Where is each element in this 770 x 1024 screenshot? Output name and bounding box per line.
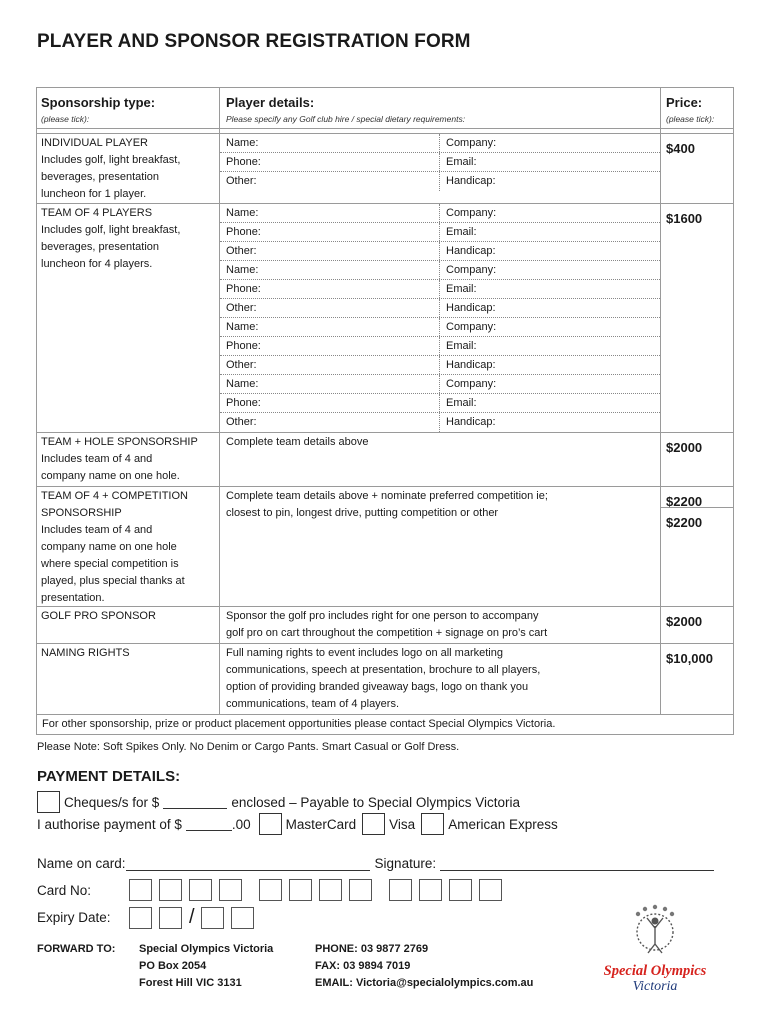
card-digit-box[interactable] bbox=[189, 879, 212, 901]
card-digit-box[interactable] bbox=[289, 879, 312, 901]
option-title: INDIVIDUAL PLAYER bbox=[41, 137, 148, 149]
price-golf-pro[interactable]: $2000 bbox=[666, 614, 703, 629]
expiry-slash: / bbox=[189, 906, 195, 928]
option-desc-line: beverages, presentation bbox=[41, 241, 160, 253]
player-field-row[interactable] bbox=[220, 134, 660, 153]
naming-details: Full naming rights to event includes logo on all marketing bbox=[226, 647, 503, 659]
name-field[interactable]: Name: bbox=[220, 261, 440, 279]
expiry-digit-box[interactable] bbox=[129, 907, 152, 929]
logo-name: Special Olympics bbox=[603, 963, 707, 979]
email-address[interactable]: EMAIL: Victoria@specialolympics.com.au bbox=[315, 977, 534, 989]
address-line: PO Box 2054 bbox=[139, 960, 207, 972]
sponsorship-type-subheader: (please tick): bbox=[41, 114, 90, 124]
handicap-field[interactable]: Handicap: bbox=[446, 175, 496, 187]
option-title: NAMING RIGHTS bbox=[41, 647, 130, 659]
name-signature-line bbox=[37, 856, 714, 871]
card-digit-box[interactable] bbox=[389, 879, 412, 901]
table-header bbox=[37, 88, 733, 129]
option-desc-line: company name on one hole bbox=[41, 541, 177, 553]
phone-field[interactable]: Phone: bbox=[220, 153, 440, 171]
dress-code-note: Please Note: Soft Spikes Only. No Denim or Cargo Pants. Smart Casual or Golf Dress. bbox=[37, 741, 460, 753]
name-field[interactable]: Name: bbox=[220, 134, 440, 152]
signature-field[interactable] bbox=[440, 857, 714, 871]
option-desc-line: Includes team of 4 and bbox=[41, 524, 153, 536]
email-field[interactable]: Email: bbox=[446, 156, 477, 168]
signature-label: Signature: bbox=[374, 856, 437, 871]
player-field-row[interactable] bbox=[220, 299, 660, 318]
email-field[interactable]: Email: bbox=[446, 340, 477, 352]
other-field[interactable]: Other: bbox=[220, 356, 440, 374]
player-field-row[interactable] bbox=[220, 413, 660, 432]
phone-field[interactable]: Phone: bbox=[220, 223, 440, 241]
price-subheader: (please tick): bbox=[666, 114, 715, 124]
option-desc-line: company name on one hole. bbox=[41, 470, 180, 482]
player-field-row[interactable] bbox=[220, 204, 660, 223]
price-hole[interactable]: $2000 bbox=[666, 440, 703, 455]
option-naming-rights[interactable] bbox=[37, 644, 733, 715]
authorise-amount-field[interactable] bbox=[186, 817, 232, 831]
option-desc-line: where special competition is bbox=[41, 558, 179, 570]
cheque-line bbox=[37, 791, 520, 813]
player-field-row[interactable] bbox=[220, 375, 660, 394]
option-desc-line: beverages, presentation bbox=[41, 171, 160, 183]
fax-number: FAX: 03 9894 7019 bbox=[315, 960, 411, 972]
card-number-group bbox=[129, 879, 249, 901]
option-desc-line: Includes golf, light breakfast, bbox=[41, 224, 181, 236]
player-field-row[interactable] bbox=[220, 172, 660, 191]
contact-details bbox=[315, 941, 533, 992]
authorise-label: I authorise payment of $ bbox=[37, 816, 182, 832]
mastercard-label: MasterCard bbox=[285, 816, 357, 832]
email-field[interactable]: Email: bbox=[446, 283, 477, 295]
card-digit-box[interactable] bbox=[449, 879, 472, 901]
amex-checkbox[interactable] bbox=[421, 813, 444, 835]
player-field-row[interactable] bbox=[220, 356, 660, 375]
address-line: Forest Hill VIC 3131 bbox=[139, 977, 242, 989]
hole-details: Complete team details above bbox=[220, 433, 661, 486]
email-field[interactable]: Email: bbox=[446, 226, 477, 238]
card-digit-box[interactable] bbox=[259, 879, 282, 901]
naming-details: option of providing branded giveaway bags, logo on thank you bbox=[226, 681, 529, 693]
golf-pro-details: golf pro on cart throughout the competition + signage on pro’s cart bbox=[226, 627, 548, 639]
price-individual[interactable]: $400 bbox=[666, 141, 695, 156]
other-field[interactable]: Other: bbox=[220, 299, 440, 317]
handicap-field[interactable]: Handicap: bbox=[446, 302, 496, 314]
option-desc-line: luncheon for 1 player. bbox=[41, 188, 147, 200]
other-field[interactable]: Other: bbox=[220, 242, 440, 260]
company-field[interactable]: Company: bbox=[446, 207, 497, 219]
card-digit-box[interactable] bbox=[419, 879, 442, 901]
option-desc-line: played, plus special thanks at bbox=[41, 575, 185, 587]
option-title: GOLF PRO SPONSOR bbox=[41, 610, 156, 622]
option-title: TEAM + HOLE SPONSORSHIP bbox=[41, 436, 198, 448]
cheque-checkbox[interactable] bbox=[37, 791, 60, 813]
address-line: Special Olympics Victoria bbox=[139, 943, 274, 955]
email-field[interactable]: Email: bbox=[446, 397, 477, 409]
player-field-row[interactable] bbox=[220, 337, 660, 356]
payment-title: PAYMENT DETAILS: bbox=[37, 768, 181, 785]
option-team-of-4[interactable] bbox=[37, 204, 733, 433]
name-on-card-label: Name on card: bbox=[37, 856, 126, 871]
player-details-header: Player details: bbox=[226, 95, 315, 110]
card-digit-box[interactable] bbox=[479, 879, 502, 901]
cheque-payable-label: enclosed – Payable to Special Olympics Victoria bbox=[231, 794, 520, 810]
cheque-amount-field[interactable] bbox=[163, 795, 227, 809]
option-title: TEAM OF 4 + COMPETITION bbox=[41, 490, 188, 502]
option-desc-line: Includes golf, light breakfast, bbox=[41, 154, 181, 166]
option-title: TEAM OF 4 PLAYERS bbox=[41, 207, 153, 219]
price-competition-1[interactable]: $2200 bbox=[661, 487, 733, 508]
name-field[interactable]: Name: bbox=[220, 375, 440, 393]
option-team-hole-sponsorship[interactable] bbox=[37, 433, 733, 487]
authorise-cents: .00 bbox=[231, 816, 251, 832]
option-golf-pro-sponsor[interactable] bbox=[37, 607, 733, 644]
player-field-row[interactable] bbox=[220, 280, 660, 299]
option-desc-line: presentation. bbox=[41, 592, 105, 604]
phone-number: PHONE: 03 9877 2769 bbox=[315, 943, 429, 955]
visa-label: Visa bbox=[389, 816, 416, 832]
player-field-row[interactable] bbox=[220, 242, 660, 261]
name-on-card-field[interactable] bbox=[126, 857, 370, 871]
handicap-field[interactable]: Handicap: bbox=[446, 359, 496, 371]
price-naming-rights[interactable]: $10,000 bbox=[666, 651, 713, 666]
expiry-line bbox=[37, 906, 261, 929]
player-field-row[interactable] bbox=[220, 394, 660, 413]
phone-field[interactable]: Phone: bbox=[220, 394, 440, 412]
other-field[interactable]: Other: bbox=[220, 172, 440, 191]
visa-checkbox[interactable] bbox=[362, 813, 385, 835]
option-individual-player[interactable] bbox=[37, 134, 733, 204]
golf-pro-details: Sponsor the golf pro includes right for one person to accompany bbox=[226, 610, 539, 622]
company-field[interactable]: Company: bbox=[446, 264, 497, 276]
phone-field[interactable]: Phone: bbox=[220, 337, 440, 355]
special-olympics-logo bbox=[575, 904, 735, 994]
price-header: Price: bbox=[666, 95, 703, 110]
handicap-field[interactable]: Handicap: bbox=[446, 416, 496, 428]
postal-address bbox=[139, 941, 273, 992]
name-field[interactable]: Name: bbox=[220, 204, 440, 222]
authorise-line bbox=[37, 813, 558, 835]
cheque-label: Cheques/s for $ bbox=[64, 794, 160, 810]
competition-details: closest to pin, longest drive, putting competition or other bbox=[226, 507, 499, 519]
price-competition-2[interactable]: $2200 bbox=[666, 515, 703, 530]
logo-subtitle: Victoria bbox=[632, 979, 678, 994]
table-footer-note: For other sponsorship, prize or product placement opportunities please contact Special Olympics Victoria. bbox=[42, 718, 556, 730]
company-field[interactable]: Company: bbox=[446, 321, 497, 333]
phone-field[interactable]: Phone: bbox=[220, 280, 440, 298]
price-team[interactable]: $1600 bbox=[666, 211, 703, 226]
card-number-group bbox=[389, 879, 509, 901]
option-desc-line: SPONSORSHIP bbox=[41, 507, 122, 519]
naming-details: communications, speech at presentation, brochure to all players, bbox=[226, 664, 541, 676]
card-number-line bbox=[37, 879, 519, 901]
player-field-row[interactable] bbox=[220, 261, 660, 280]
name-field[interactable]: Name: bbox=[220, 318, 440, 336]
competition-details: Complete team details above + nominate preferred competition ie; bbox=[226, 490, 548, 502]
forward-to-label: FORWARD TO: bbox=[37, 943, 116, 955]
form-title: PLAYER AND SPONSOR REGISTRATION FORM bbox=[37, 31, 471, 52]
handicap-field[interactable]: Handicap: bbox=[446, 245, 496, 257]
expiry-digit-box[interactable] bbox=[159, 907, 182, 929]
option-team-competition-sponsorship[interactable] bbox=[37, 487, 733, 607]
athlete-figure-icon bbox=[625, 904, 685, 956]
card-digit-box[interactable] bbox=[319, 879, 342, 901]
sponsorship-type-header: Sponsorship type: bbox=[41, 95, 156, 110]
company-field[interactable]: Company: bbox=[446, 137, 497, 149]
card-digit-box[interactable] bbox=[159, 879, 182, 901]
expiry-digit-box[interactable] bbox=[201, 907, 224, 929]
sponsorship-table bbox=[36, 87, 734, 735]
player-field-row[interactable] bbox=[220, 153, 660, 172]
player-details-subheader: Please specify any Golf club hire / special dietary requirements: bbox=[226, 114, 466, 124]
card-number-group bbox=[259, 879, 379, 901]
card-digit-box[interactable] bbox=[349, 879, 372, 901]
company-field[interactable]: Company: bbox=[446, 378, 497, 390]
expiry-digit-box[interactable] bbox=[231, 907, 254, 929]
card-number-label: Card No: bbox=[37, 882, 92, 898]
player-field-row[interactable] bbox=[220, 318, 660, 337]
mastercard-checkbox[interactable] bbox=[259, 813, 282, 835]
amex-label: American Express bbox=[448, 816, 558, 832]
other-field[interactable]: Other: bbox=[220, 413, 440, 432]
naming-details: communications, team of 4 players. bbox=[226, 698, 400, 710]
option-desc-line: luncheon for 4 players. bbox=[41, 258, 153, 270]
card-digit-box[interactable] bbox=[219, 879, 242, 901]
expiry-label: Expiry Date: bbox=[37, 910, 111, 925]
card-digit-box[interactable] bbox=[129, 879, 152, 901]
player-field-row[interactable] bbox=[220, 223, 660, 242]
option-desc-line: Includes team of 4 and bbox=[41, 453, 153, 465]
